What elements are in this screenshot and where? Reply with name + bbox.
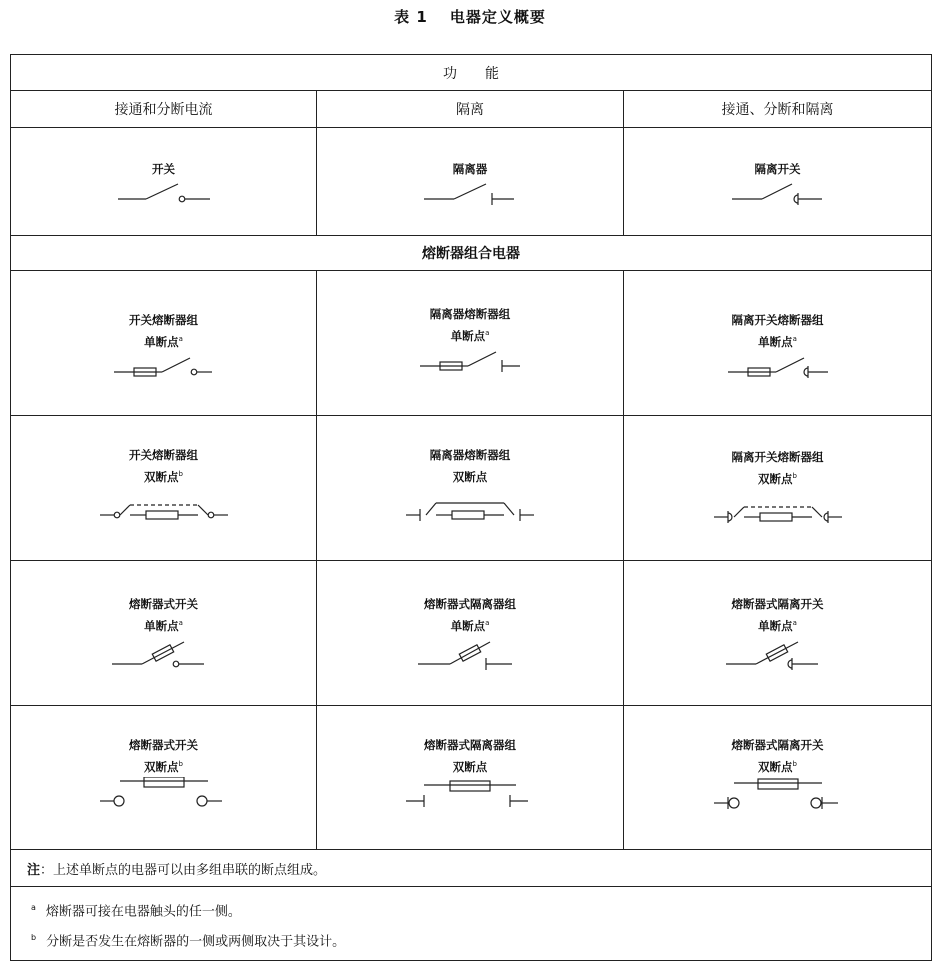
column-header-isolation: 隔离 <box>317 91 624 128</box>
label-switch: 开关 <box>152 162 175 176</box>
cell-fuse-switch-disconnector <box>624 561 932 706</box>
fuse-switch-symbol <box>104 636 224 672</box>
cell-disconnector <box>317 128 624 236</box>
switch-fuse-double-symbol <box>94 487 234 527</box>
switch-disconnector-fuse-double-symbol <box>708 489 848 529</box>
cell-switch-disconnector-fuse-double <box>624 416 932 561</box>
function-header: 功 能 <box>11 55 932 91</box>
switch-fuse-symbol <box>104 352 224 382</box>
table-number: 表 1 <box>394 8 428 26</box>
label: 隔离器熔断器组 单断点$^a$ <box>429 307 511 343</box>
column-header-make-break-isolate: 接通、分断和隔离 <box>624 91 932 128</box>
footnotes <box>11 887 932 961</box>
cell-disconnector-fuse-double <box>317 416 624 561</box>
disconnector-fuse-symbol <box>410 346 530 376</box>
section-title: 熔断器组合电器 <box>11 236 932 271</box>
label: 熔断器式隔离器组 单断点$^a$ <box>424 597 516 633</box>
label: 开关熔断器组 单断点$^a$ <box>129 313 198 349</box>
label: 隔离开关熔断器组 单断点$^a$ <box>731 313 824 349</box>
disconnector-fuse-double-symbol <box>400 487 540 527</box>
cell-switch-fuse-double <box>11 416 317 561</box>
label-disconnector: 隔离器 <box>452 162 488 176</box>
label: 隔离器熔断器组 双断点 <box>429 448 511 484</box>
label: 熔断器式开关 双断点$^b$ <box>129 738 198 774</box>
label: 熔断器式隔离开关 双断点$^b$ <box>731 738 824 774</box>
cell-fuse-switch-disconnector-double <box>624 706 932 850</box>
switch-disconnector-symbol <box>718 179 838 209</box>
label: 熔断器式隔离器组 双断点 <box>424 738 516 774</box>
fuse-disconnector-symbol <box>410 636 530 672</box>
table-note <box>11 850 932 887</box>
cell-disconnector-fuse <box>317 271 624 416</box>
label: 隔离开关熔断器组 双断点$^b$ <box>731 450 824 486</box>
cell-switch-fuse <box>11 271 317 416</box>
note-prefix: 注 <box>27 862 41 878</box>
label: 开关熔断器组 双断点$^b$ <box>129 448 198 484</box>
column-header-make-break: 接通和分断电流 <box>11 91 317 128</box>
cell-switch <box>11 128 317 236</box>
cell-fuse-switch-double <box>11 706 317 850</box>
fuse-switch-disconnector-double-symbol <box>708 777 848 817</box>
label: 熔断器式开关 单断点$^a$ <box>129 597 198 633</box>
footnote-a: $^a$ 熔断器可接在电器触头的任一侧。 <box>31 903 241 920</box>
definition-table <box>10 54 932 961</box>
note-text: ：上述单断点的电器可以由多组串联的断点组成。 <box>40 862 327 878</box>
cell-switch-disconnector-fuse <box>624 271 932 416</box>
fuse-switch-double-symbol <box>94 777 234 817</box>
switch-disconnector-fuse-symbol <box>718 352 838 382</box>
cell-fuse-switch <box>11 561 317 706</box>
table-title <box>0 6 940 27</box>
cell-fuse-disconnector-double <box>317 706 624 850</box>
table-title-text: 电器定义概要 <box>449 8 546 26</box>
label: 熔断器式隔离开关 单断点$^a$ <box>731 597 824 633</box>
label-switch-disconnector: 隔离开关 <box>754 162 801 176</box>
cell-fuse-disconnector <box>317 561 624 706</box>
disconnector-symbol <box>410 179 530 209</box>
fuse-switch-disconnector-symbol <box>718 636 838 672</box>
footnote-b: $^b$ 分断是否发生在熔断器的一侧或两侧取决于其设计。 <box>31 933 346 950</box>
switch-symbol <box>104 179 224 209</box>
cell-switch-disconnector <box>624 128 932 236</box>
fuse-disconnector-double-symbol <box>400 777 540 817</box>
